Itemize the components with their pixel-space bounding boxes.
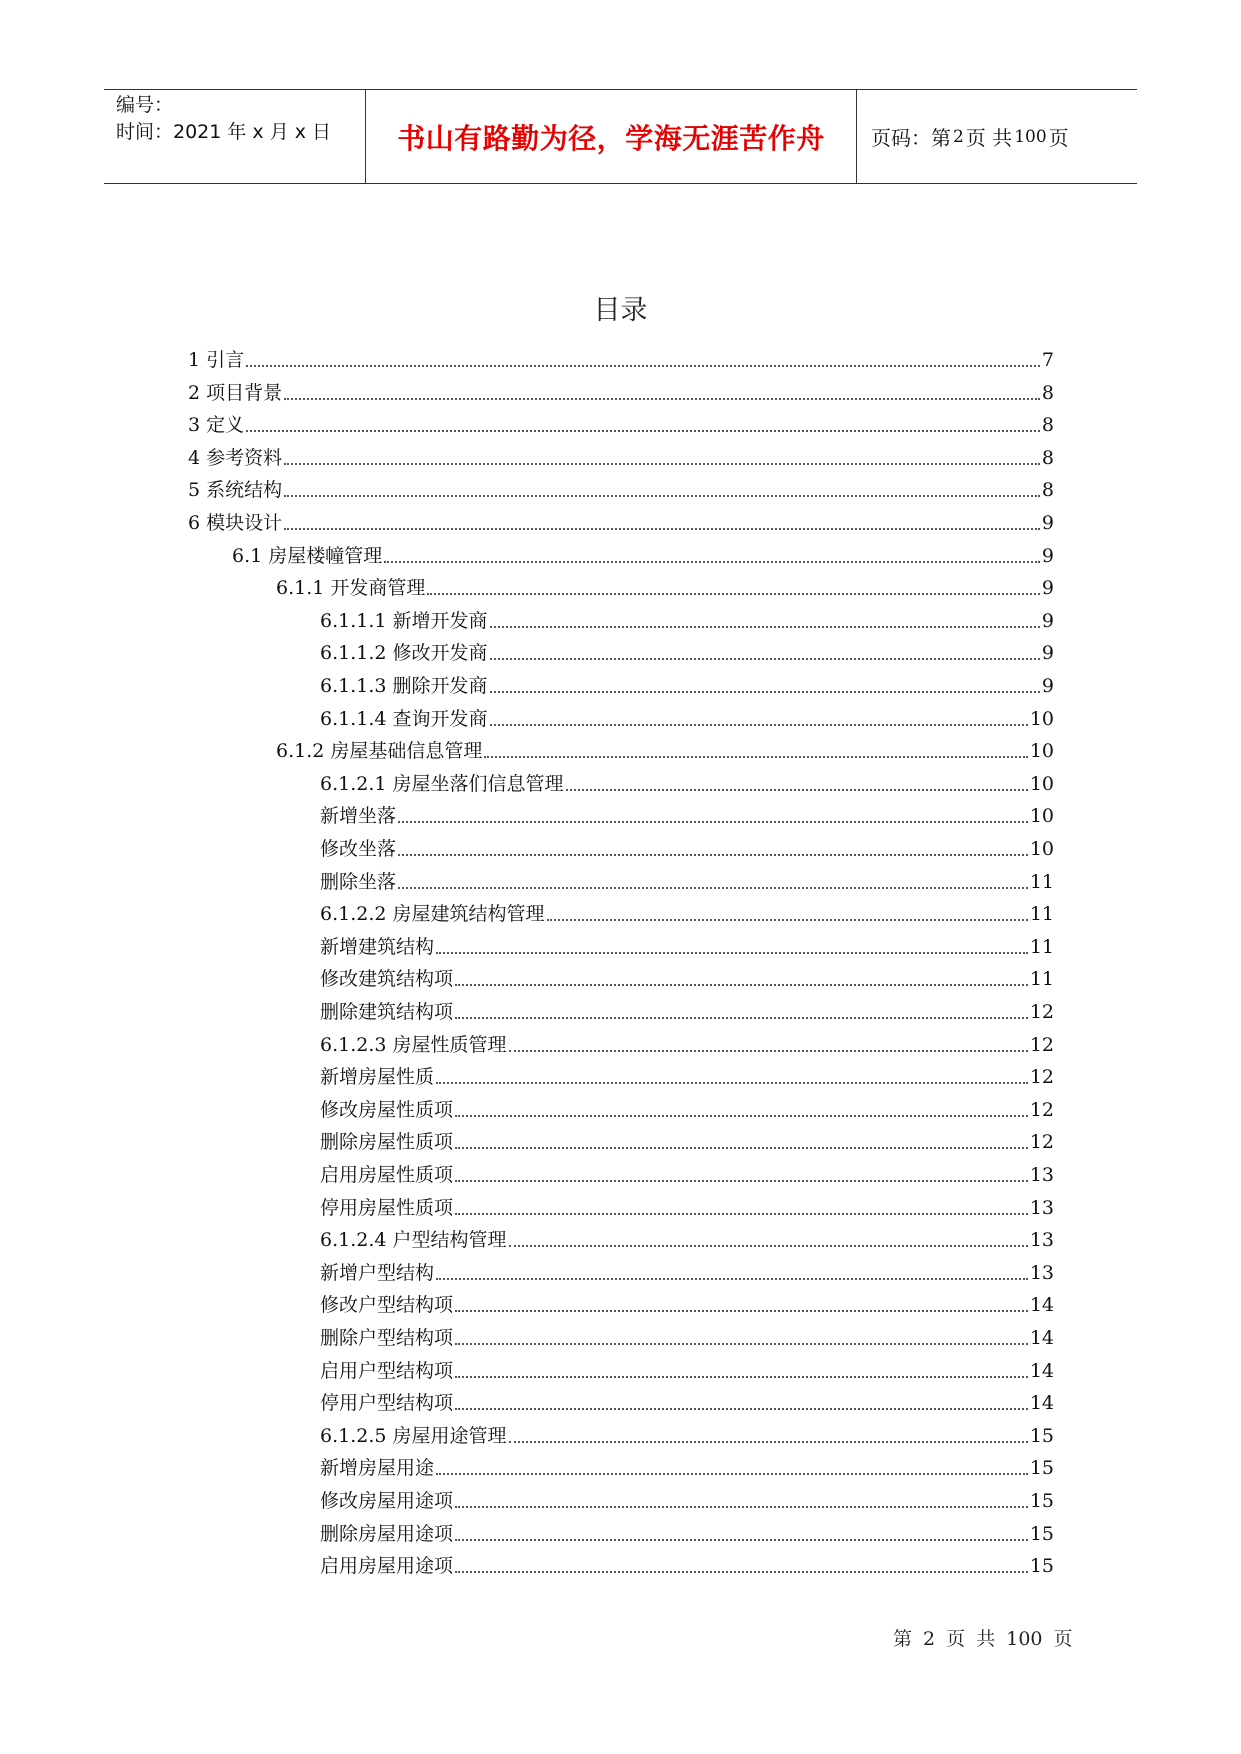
toc-entry-label: 6.1.2.2 房屋建筑结构管理	[320, 903, 545, 926]
toc-entry-label: 修改房屋性质项	[320, 1098, 454, 1121]
toc-entry[interactable]	[276, 733, 1054, 763]
toc-entry-label: 修改坐落	[320, 838, 397, 860]
toc-entry-page: 9	[1041, 577, 1054, 600]
header-page-info	[857, 90, 1137, 183]
toc-entry[interactable]	[320, 1516, 1054, 1546]
toc-entry-page: 9	[1041, 512, 1054, 534]
toc-entry-page: 8	[1041, 381, 1054, 404]
toc-entry-page: 12	[1029, 1001, 1054, 1023]
toc-leader-dots	[455, 1570, 1028, 1573]
toc-entry-page: 10	[1029, 772, 1054, 795]
toc-leader-dots	[490, 657, 1040, 660]
toc-entry[interactable]	[320, 635, 1054, 665]
toc-leader-dots	[484, 755, 1027, 758]
toc-entry-label: 3 定义	[188, 414, 245, 437]
toc-entry-label: 6.1 房屋楼幢管理	[232, 544, 383, 567]
toc-entry[interactable]	[320, 1124, 1054, 1154]
toc-entry[interactable]	[320, 961, 1054, 991]
toc-entry-page: 10	[1029, 740, 1054, 763]
toc-leader-dots	[455, 1179, 1028, 1182]
toc-entry-label: 删除建筑结构项	[320, 1001, 454, 1023]
toc-entry-page: 10	[1029, 805, 1054, 828]
toc-entry-label: 2 项目背景	[188, 381, 283, 404]
toc-entry-label: 停用户型结构项	[320, 1392, 454, 1415]
toc-entry-label: 新增坐落	[320, 805, 397, 828]
toc-entry-page: 10	[1029, 838, 1054, 860]
time-label: 时间：2021 年 x 月 x 日	[116, 121, 332, 143]
toc-leader-dots	[547, 918, 1028, 921]
toc-entry-label: 停用房屋性质项	[320, 1196, 454, 1219]
toc-entry-page: 11	[1029, 870, 1054, 893]
toc-leader-dots	[436, 1472, 1028, 1475]
toc-entry[interactable]	[320, 1483, 1054, 1513]
toc-entry-label: 新增房屋性质	[320, 1066, 435, 1089]
toc-leader-dots	[284, 527, 1040, 530]
toc-leader-dots	[509, 1244, 1028, 1247]
toc-entry[interactable]	[188, 440, 1054, 470]
toc-entry[interactable]	[276, 570, 1054, 600]
toc-leader-dots	[455, 1342, 1028, 1345]
toc-entry[interactable]	[232, 538, 1054, 568]
toc-entry[interactable]	[320, 1027, 1054, 1057]
toc-entry-page: 9	[1041, 609, 1054, 632]
toc-entry[interactable]	[320, 1222, 1054, 1252]
toc-entry-label: 删除坐落	[320, 870, 397, 893]
toc-entry-label: 6.1.2.1 房屋坐落们信息管理	[320, 772, 564, 795]
page-footer: 第 2 页 共 100 页	[893, 1628, 1073, 1650]
toc-entry-page: 14	[1029, 1392, 1054, 1415]
toc-entry[interactable]	[320, 1287, 1054, 1317]
toc-entry[interactable]	[188, 375, 1054, 405]
toc-entry-page: 9	[1041, 642, 1054, 665]
toc-entry-label: 删除房屋用途项	[320, 1522, 454, 1545]
toc-entry-page: 14	[1029, 1359, 1054, 1382]
toc-entry[interactable]	[320, 994, 1054, 1024]
toc-leader-dots	[455, 1146, 1028, 1149]
toc-entry[interactable]	[320, 1157, 1054, 1187]
toc-entry[interactable]	[320, 766, 1054, 796]
toc-leader-dots	[509, 1049, 1028, 1052]
toc-entry-page: 15	[1029, 1522, 1054, 1545]
toc-leader-dots	[284, 397, 1040, 400]
toc-entry-label: 启用房屋性质项	[320, 1164, 454, 1186]
toc-entry[interactable]	[320, 1548, 1054, 1578]
toc-entry-page: 9	[1041, 544, 1054, 567]
toc-entry-label: 6.1.2.5 房屋用途管理	[320, 1424, 507, 1447]
toc-leader-dots	[455, 983, 1028, 986]
toc-leader-dots	[436, 1277, 1028, 1280]
toc-leader-dots	[384, 560, 1040, 563]
toc-entry-label: 6.1.1.3 删除开发商	[320, 675, 488, 697]
toc-leader-dots	[436, 1081, 1028, 1084]
toc-entry-page: 15	[1029, 1457, 1054, 1480]
toc-entry-label: 1 引言	[188, 349, 245, 371]
toc-leader-dots	[455, 1407, 1028, 1410]
toc-leader-dots	[246, 429, 1040, 432]
toc-entry[interactable]	[320, 701, 1054, 731]
toc-leader-dots	[566, 788, 1028, 791]
toc-entry[interactable]	[320, 1450, 1054, 1480]
toc-leader-dots	[284, 494, 1040, 497]
toc-entry-page: 13	[1029, 1164, 1054, 1186]
toc-entry[interactable]	[320, 929, 1054, 959]
toc-leader-dots	[427, 592, 1040, 595]
toc-entry-label: 新增房屋用途	[320, 1457, 435, 1480]
toc-entry-label: 6.1.1.1 新增开发商	[320, 609, 488, 632]
toc-entry-label: 5 系统结构	[188, 479, 283, 502]
toc-leader-dots	[398, 853, 1028, 856]
toc-leader-dots	[455, 1212, 1028, 1215]
toc-entry[interactable]	[188, 472, 1054, 502]
toc-entry-page: 12	[1029, 1131, 1054, 1154]
toc-entry-page: 12	[1029, 1033, 1054, 1056]
toc-leader-dots	[509, 1440, 1028, 1443]
toc-entry-page: 14	[1029, 1327, 1054, 1349]
toc-entry-page: 8	[1041, 414, 1054, 437]
toc-entry[interactable]	[320, 1255, 1054, 1285]
toc-leader-dots	[490, 625, 1040, 628]
toc-entry-label: 启用户型结构项	[320, 1359, 454, 1382]
toc-entry-page: 10	[1029, 707, 1054, 730]
toc-entry[interactable]	[320, 798, 1054, 828]
toc-entry-label: 删除户型结构项	[320, 1327, 454, 1349]
toc-leader-dots	[490, 690, 1040, 693]
toc-leader-dots	[455, 1538, 1028, 1541]
toc-leader-dots	[398, 886, 1028, 889]
toc-entry[interactable]	[320, 668, 1054, 698]
toc-entry-label: 修改户型结构项	[320, 1294, 454, 1317]
toc-entry[interactable]	[188, 407, 1054, 437]
toc-leader-dots	[455, 1016, 1028, 1019]
toc-entry[interactable]	[320, 864, 1054, 894]
toc-entry[interactable]	[320, 896, 1054, 926]
toc-entry-label: 4 参考资料	[188, 446, 283, 469]
toc-entry-page: 11	[1029, 935, 1054, 958]
toc-entry[interactable]	[320, 1190, 1054, 1220]
page-number: 2	[953, 126, 964, 147]
page-total: 100	[1014, 126, 1047, 147]
toc-entry-label: 启用房屋用途项	[320, 1555, 454, 1578]
toc-entry-page: 13	[1029, 1229, 1054, 1252]
number-label: 编号：	[116, 94, 174, 116]
toc-leader-dots	[455, 1114, 1028, 1117]
toc-entry-label: 6.1.2.3 房屋性质管理	[320, 1033, 507, 1056]
toc-leader-dots	[455, 1375, 1028, 1378]
toc-entry[interactable]	[320, 603, 1054, 633]
toc-entry-page: 15	[1029, 1424, 1054, 1447]
page-header	[104, 89, 1137, 184]
toc-entry[interactable]	[320, 1059, 1054, 1089]
toc-entry-page: 11	[1029, 968, 1054, 991]
page-suffix: 页	[1048, 126, 1069, 150]
header-motto: 书山有路勤为径，学海无涯苦作舟	[366, 90, 857, 183]
toc-entry[interactable]	[188, 342, 1054, 372]
toc-entry[interactable]	[320, 831, 1054, 861]
toc-entry-label: 修改房屋用途项	[320, 1490, 454, 1512]
toc-entry-label: 6.1.1 开发商管理	[276, 577, 426, 600]
toc-leader-dots	[490, 723, 1028, 726]
toc-entry-label: 6.1.2.4 户型结构管理	[320, 1229, 507, 1252]
toc-entry-page: 15	[1029, 1490, 1054, 1512]
toc-entry-label: 6.1.1.4 查询开发商	[320, 707, 488, 730]
toc-entry-page: 7	[1041, 349, 1054, 371]
toc-entry-page: 12	[1029, 1066, 1054, 1089]
toc-entry-page: 11	[1029, 903, 1054, 926]
header-meta	[104, 90, 366, 183]
toc-leader-dots	[284, 462, 1040, 465]
toc-entry-page: 9	[1041, 675, 1054, 697]
toc-entry[interactable]	[320, 1418, 1054, 1448]
toc-entry-label: 6 模块设计	[188, 512, 283, 534]
toc-entry[interactable]	[320, 1385, 1054, 1415]
toc-entry-page: 8	[1041, 479, 1054, 502]
toc-leader-dots	[246, 364, 1040, 367]
toc-entry-page: 13	[1029, 1196, 1054, 1219]
toc-entry-page: 12	[1029, 1098, 1054, 1121]
toc-title: 目录	[593, 295, 648, 326]
toc-entry-label: 6.1.2 房屋基础信息管理	[276, 740, 483, 763]
toc-entry-page: 8	[1041, 446, 1054, 469]
toc-entry-label: 新增户型结构	[320, 1261, 435, 1284]
toc-entry-label: 新增建筑结构	[320, 935, 435, 958]
toc-leader-dots	[436, 951, 1028, 954]
toc-entry[interactable]	[320, 1320, 1054, 1350]
toc-entry-label: 6.1.1.2 修改开发商	[320, 642, 488, 665]
toc-leader-dots	[455, 1309, 1028, 1312]
toc-entry-page: 15	[1029, 1555, 1054, 1578]
toc-leader-dots	[398, 820, 1028, 823]
toc-entry-page: 13	[1029, 1261, 1054, 1284]
toc-leader-dots	[455, 1505, 1028, 1508]
page-mid: 页 共	[965, 126, 1013, 150]
toc-entry[interactable]	[320, 1353, 1054, 1383]
toc-entry-label: 修改建筑结构项	[320, 968, 454, 991]
toc-entry-label: 删除房屋性质项	[320, 1131, 454, 1154]
toc-entry[interactable]	[188, 505, 1054, 535]
toc-entry[interactable]	[320, 1092, 1054, 1122]
page-prefix: 页码：第	[871, 126, 951, 150]
toc-entry-page: 14	[1029, 1294, 1054, 1317]
